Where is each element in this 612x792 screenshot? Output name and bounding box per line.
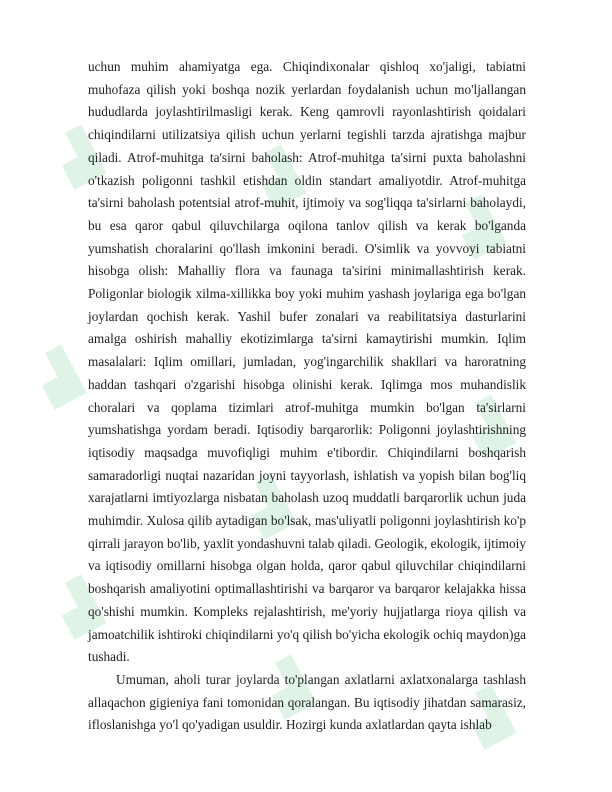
body-paragraph: uchun muhim ahamiyatga ega. Chiqindixonalar qishloq xo'jaligi, tabiatni muhofaza qilish yoki boshqa nozik yerlardan foydalanish uchun mo'ljallangan hududlarda joylashtirilmasligi kerak. Keng qamrovli rayonlashtirish qoidalari chiqindilarni utilizatsiya qilish uchun yerlarni tegishli tarzda ajratishga majbur qiladi. Atrof-muhitga ta'sirni baholash: Atrof-muhitga ta'sirni puxta baholashni o'tkazish poligonni tashkil etishdan oldin standart amaliyotdir. Atrof-muhitga ta'sirni baholash potentsial atrof-muhit, ijtimoiy va sog'liqqa ta'sirlarni baholaydi, bu esa qaror qabul qiluvchilarga oqilona tanlov qilish va kerak bo'lganda yumshatish choralarini qo'llash imkonini beradi. O'simlik va yovvoyi tabiatni hisobga olish: Mahalliy flora va faunaga ta'sirini minimallashtirish kerak. Poligonlar biologik xilma-xillikka boy yoki muhim yashash joylariga ega bo'lgan joylardan qochish kerak. Yashil bufer zonalari va reabilitatsiya dasturlarini amalga oshirish mahalliy ekotizimlarga ta'sirni kamaytirishi mumkin. Iqlim masalalari: Iqlim omillari, jumladan, yog'ingarchilik shakllari va haroratning haddan tashqari o'zgarishi hisobga olinishi kerak. Iqlimga mos muhandislik choralari va qoplama tizimlari atrof-muhitga mumkin bo'lgan ta'sirlarni yumshatishga yordam beradi. Iqtisodiy barqarorlik: Poligonni joylashtirishning iqtisodiy maqsadga muvofiqligi muhim e'tibordir. Chiqindilarni boshqarish samaradorligi nuqtai nazaridan joyni tayyorlash, ishlatish va yopish bilan bog'liq xarajatlarni imtiyozlarga nisbatan baholash uzoq muddatli barqarorlik uchun juda muhimdir. Xulosa qilib aytadigan bo'lsak, mas'uliyatli poligonni joylashtirish ko'p qirrali jarayon bo'lib, yaxlit yondashuvni talab qiladi. Geologik, ekologik, ijtimoiy va iqtisodiy omillarni hisobga olgan holda, qaror qabul qiluvchilar chiqindilarni boshqarish amaliyotini optimallashtirishi va barqaror va barqaror kelajakka hissa qo'shishi mumkin. Kompleks rejalashtirish, me'yoriy hujjatlarga rioya qilish va jamoatchilik ishtiroki chiqindilarni yo'q qilish bo'yicha ekologik ochiq maydon)ga tushadi. [88,59,526,665]
document-body [88,56,526,737]
watermark-shape: ▟ [49,574,106,640]
body-paragraph: Umuman, aholi turar joylarda to'plangan axlatlarni axlatxonalarga tashlash allaqachon gigieniya fani tomonidan qoralangan. Bu iqtisodiy jihatdan samarasiz, ifloslanishga yo'l qo'yadigan usuldir. Hozirgi kunda axlatlardan qayta ishlab [88,671,526,733]
watermark-shape: ▟ [249,144,306,210]
watermark-shape: ▟ [449,194,506,260]
watermark-shape: ▟ [239,474,296,540]
watermark-shape: ▟ [29,344,86,410]
watermark-shape: ▟ [49,124,106,190]
watermark-shape: ▟ [459,684,516,750]
watermark-shape: ▟ [259,654,316,720]
watermark-shape: ▟ [459,394,516,460]
